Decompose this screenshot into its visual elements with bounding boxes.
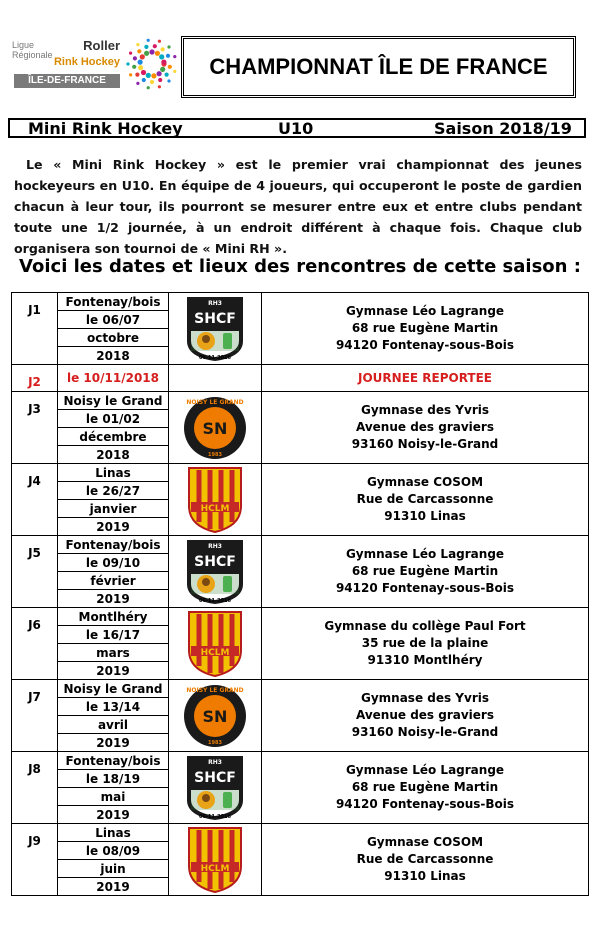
sn-year: 1983 <box>208 451 222 458</box>
season-label: Saison 2018/19 <box>434 119 572 138</box>
club-logo-cell <box>169 536 262 608</box>
club-logo-cell <box>169 464 262 536</box>
round-city: Noisy le Grand <box>58 680 169 698</box>
round-date: le 06/07 <box>58 311 169 329</box>
page-title: CHAMPIONNAT ÎLE DE FRANCE <box>181 36 576 98</box>
hclm-name: HCLM <box>200 647 230 658</box>
round-month: avril <box>58 716 169 734</box>
club-logo-cell <box>169 293 262 365</box>
round-date: le 26/27 <box>58 482 169 500</box>
hclm-club-logo <box>186 466 244 534</box>
round-year: 2018 <box>58 446 169 464</box>
round-date: le 16/17 <box>58 626 169 644</box>
venue-line: 93160 Noisy-le-Grand <box>351 725 499 739</box>
venue-cell <box>262 392 589 464</box>
category-label: Mini Rink Hockey <box>28 119 183 138</box>
venue-line: Avenue des graviers <box>355 708 494 722</box>
round-year: 2019 <box>58 518 169 536</box>
venue-line: Gymnase des Yvris <box>360 403 489 417</box>
venue-cell <box>262 824 589 896</box>
venue-line: Gymnase Léo Lagrange <box>345 304 505 318</box>
round-month: juin <box>58 860 169 878</box>
schedule-heading: Voici les dates et lieux des rencontres de cette saison : <box>19 256 581 277</box>
round-date: le 10/11/2018 <box>58 365 169 392</box>
sn-club-logo <box>182 395 248 461</box>
round-city: Noisy le Grand <box>58 392 169 410</box>
venue-line: 94120 Fontenay-sous-Bois <box>335 797 515 811</box>
shcf-date: 06-11-2016 <box>199 813 231 820</box>
round-number: J1 <box>12 293 58 365</box>
table-row <box>12 608 589 626</box>
sn-club-logo <box>182 683 248 749</box>
club-logo-cell <box>169 680 262 752</box>
round-month: janvier <box>58 500 169 518</box>
table-row <box>12 392 589 410</box>
round-number: J3 <box>12 392 58 464</box>
shcf-top: RH3 <box>208 542 222 550</box>
venue-line: 94120 Fontenay-sous-Bois <box>335 581 515 595</box>
round-number: J8 <box>12 752 58 824</box>
shcf-top: RH3 <box>208 758 222 766</box>
shcf-club-logo <box>183 295 247 363</box>
sn-mono: SN <box>202 706 228 726</box>
shcf-club-logo <box>183 538 247 606</box>
venue-cell <box>262 680 589 752</box>
round-date: le 13/14 <box>58 698 169 716</box>
round-city: Fontenay/bois <box>58 752 169 770</box>
club-logo-cell <box>169 824 262 896</box>
round-city: Linas <box>58 824 169 842</box>
sn-year: 1983 <box>208 739 222 746</box>
round-city: Fontenay/bois <box>58 536 169 554</box>
logo-line2: Régionale <box>12 50 53 60</box>
shcf-date: 06-11-2016 <box>199 597 231 604</box>
venue-cell <box>262 536 589 608</box>
table-row <box>12 464 589 482</box>
shcf-name: SHCF <box>194 553 236 570</box>
venue-line: Rue de Carcassonne <box>356 852 494 866</box>
round-date: le 01/02 <box>58 410 169 428</box>
logo-line1: Ligue <box>12 40 35 50</box>
round-number: J7 <box>12 680 58 752</box>
rainbow-wheel-icon <box>124 32 180 96</box>
venue-line: 68 rue Eugène Martin <box>351 780 499 794</box>
shcf-name: SHCF <box>194 310 236 327</box>
round-year: 2019 <box>58 806 169 824</box>
venue-line: Gymnase Léo Lagrange <box>345 547 505 561</box>
venue-line: Gymnase Léo Lagrange <box>345 763 505 777</box>
logo-brand: Roller <box>83 38 120 53</box>
round-year: 2019 <box>58 878 169 896</box>
sn-mono: SN <box>202 418 228 438</box>
venue-line: Avenue des graviers <box>355 420 494 434</box>
venue-cell <box>262 608 589 680</box>
sn-ring: NOISY LE GRAND <box>186 398 244 406</box>
round-month: mai <box>58 788 169 806</box>
table-row <box>12 365 589 392</box>
round-number: J5 <box>12 536 58 608</box>
venue-line: 35 rue de la plaine <box>361 636 489 650</box>
league-logo <box>8 28 180 100</box>
intro-paragraph: Le « Mini Rink Hockey » est le premier vrai championnat des jeunes hockeyeurs en U10. En équipe de 4 joueurs, qui occuperont le poste de gardien chacun à leur tour, ils pourront se mesurer entre eux et entre clubs pendant toute une 1/2 journée, à un endroit différent à chaque fois. Chaque club organisera son tournoi de « Mini RH ». <box>14 157 582 256</box>
round-year: 2018 <box>58 347 169 365</box>
round-number: J4 <box>12 464 58 536</box>
round-year: 2019 <box>58 734 169 752</box>
schedule-table <box>11 292 589 896</box>
club-logo-cell <box>169 392 262 464</box>
shcf-club-logo <box>183 754 247 822</box>
round-date: le 09/10 <box>58 554 169 572</box>
hclm-name: HCLM <box>200 863 230 874</box>
round-status: JOURNEE REPORTEE <box>262 365 589 392</box>
venue-cell <box>262 464 589 536</box>
level-label: U10 <box>278 119 314 138</box>
sn-ring: NOISY LE GRAND <box>186 686 244 694</box>
hclm-club-logo <box>186 610 244 678</box>
round-date: le 18/19 <box>58 770 169 788</box>
round-month: mars <box>58 644 169 662</box>
venue-line: Gymnase des Yvris <box>360 691 489 705</box>
table-row <box>12 680 589 698</box>
venue-line: 93160 Noisy-le-Grand <box>351 437 499 451</box>
round-month: décembre <box>58 428 169 446</box>
table-row <box>12 824 589 842</box>
venue-line: Gymnase du collège Paul Fort <box>324 619 526 633</box>
shcf-top: RH3 <box>208 299 222 307</box>
venue-cell <box>262 752 589 824</box>
info-bar <box>8 118 586 138</box>
round-number: J9 <box>12 824 58 896</box>
round-year: 2019 <box>58 662 169 680</box>
venue-line: 91310 Linas <box>384 509 466 523</box>
logo-region: ÎLE-DE-FRANCE <box>14 74 120 88</box>
table-row <box>12 293 589 311</box>
round-month: octobre <box>58 329 169 347</box>
venue-cell <box>262 293 589 365</box>
logo-sub: Rink Hockey <box>53 56 120 68</box>
venue-line: 68 rue Eugène Martin <box>351 564 499 578</box>
hclm-name: HCLM <box>200 503 230 514</box>
round-number: J2 <box>12 365 58 392</box>
club-logo-cell <box>169 752 262 824</box>
venue-line: 94120 Fontenay-sous-Bois <box>335 338 515 352</box>
round-date: le 08/09 <box>58 842 169 860</box>
round-city: Fontenay/bois <box>58 293 169 311</box>
round-city: Linas <box>58 464 169 482</box>
logo-cell <box>169 365 262 392</box>
club-logo-cell <box>169 608 262 680</box>
venue-line: Gymnase COSOM <box>366 835 484 849</box>
shcf-name: SHCF <box>194 769 236 786</box>
venue-line: Gymnase COSOM <box>366 475 484 489</box>
venue-line: 68 rue Eugène Martin <box>351 321 499 335</box>
round-number: J6 <box>12 608 58 680</box>
round-year: 2019 <box>58 590 169 608</box>
table-row <box>12 536 589 554</box>
round-month: février <box>58 572 169 590</box>
shcf-date: 06-11-2016 <box>199 354 231 361</box>
venue-line: Rue de Carcassonne <box>356 492 494 506</box>
venue-line: 91310 Linas <box>384 869 466 883</box>
table-row <box>12 752 589 770</box>
hclm-club-logo <box>186 826 244 894</box>
venue-line: 91310 Montlhéry <box>367 653 483 667</box>
round-city: Montlhéry <box>58 608 169 626</box>
